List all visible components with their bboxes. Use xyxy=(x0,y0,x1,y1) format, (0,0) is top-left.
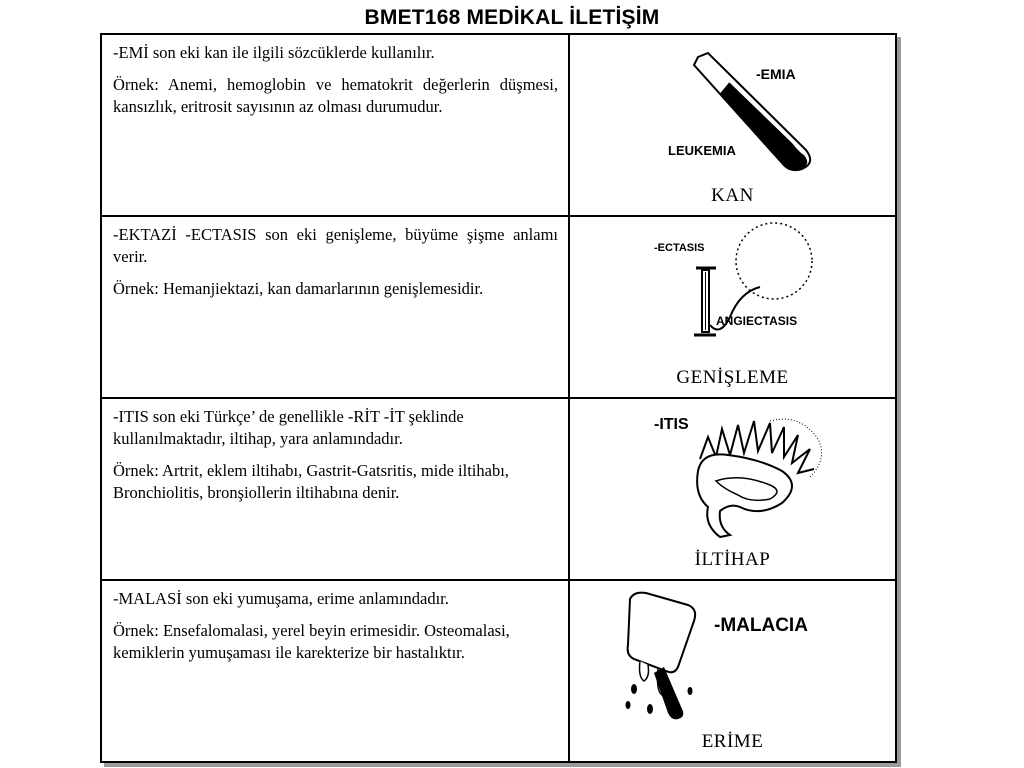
suffix-example: Örnek: Ensefalomalasi, yerel beyin erimesidir. Osteomalasi, kemiklerin yumuşaması ile karekterize bir hastalıktır. xyxy=(113,621,510,662)
suffix-definition: -EKTAZİ -ECTASIS son eki genişleme, büyüme şişme anlamı verir. xyxy=(113,225,558,266)
category-caption: İLTİHAP xyxy=(694,549,771,570)
illustration-label: ANGIECTASIS xyxy=(716,314,798,328)
melting-popsicle-icon xyxy=(570,581,895,731)
page-title: BMET168 MEDİKAL İLETİŞİM xyxy=(364,6,660,29)
illustration-label: -EMIA xyxy=(756,66,796,82)
suffix-example: Örnek: Anemi, hemoglobin ve hematokrit değerlerin düşmesi, kansızlık, eritrosit sayısının az olması durumudur. xyxy=(113,75,558,116)
definition-cell xyxy=(102,35,570,217)
suffix-example: Örnek: Hemanjiektazi, kan damarlarının genişlemesidir. xyxy=(113,279,484,298)
table-row xyxy=(102,581,897,763)
suffix-definition: -MALASİ son eki yumuşama, erime anlamındadır. xyxy=(113,589,449,608)
inflamed-stomach-icon xyxy=(570,399,895,549)
illustration-label: -ITIS xyxy=(654,416,689,433)
category-caption: KAN xyxy=(711,185,754,206)
suffix-definition: -ITIS son eki Türkçe’ de genellikle -RİT -İT şeklinde kullanılmaktadır, iltihap, yara anlamındadır. xyxy=(113,407,464,448)
table-shadow-bottom xyxy=(104,763,901,767)
suffix-table xyxy=(100,33,897,763)
illustration-label: -MALACIA xyxy=(714,615,808,636)
illustration-label: LEUKEMIA xyxy=(668,143,736,158)
pump-balloon-icon xyxy=(570,217,895,367)
definition-cell xyxy=(102,581,570,763)
table-shadow-right xyxy=(897,37,901,765)
definition-cell xyxy=(102,399,570,581)
suffix-definition: -EMİ son eki kan ile ilgili sözcüklerde kullanılır. xyxy=(113,43,435,62)
table-row xyxy=(102,35,897,217)
illustration-label: -ECTASIS xyxy=(654,242,705,254)
suffix-example: Örnek: Artrit, eklem iltihabı, Gastrit-Gatsritis, mide iltihabı, Bronchiolitis, bronşiollerin iltihabına denir. xyxy=(113,461,509,502)
definition-cell xyxy=(102,217,570,399)
illustration-cell xyxy=(570,217,897,399)
illustration-cell xyxy=(570,399,897,581)
category-caption: GENİŞLEME xyxy=(676,367,789,388)
illustration-cell xyxy=(570,35,897,217)
test-tube-blood-icon xyxy=(570,35,895,185)
table-row xyxy=(102,217,897,399)
illustration-cell xyxy=(570,581,897,763)
category-caption: ERİME xyxy=(701,731,764,752)
table-row xyxy=(102,399,897,581)
